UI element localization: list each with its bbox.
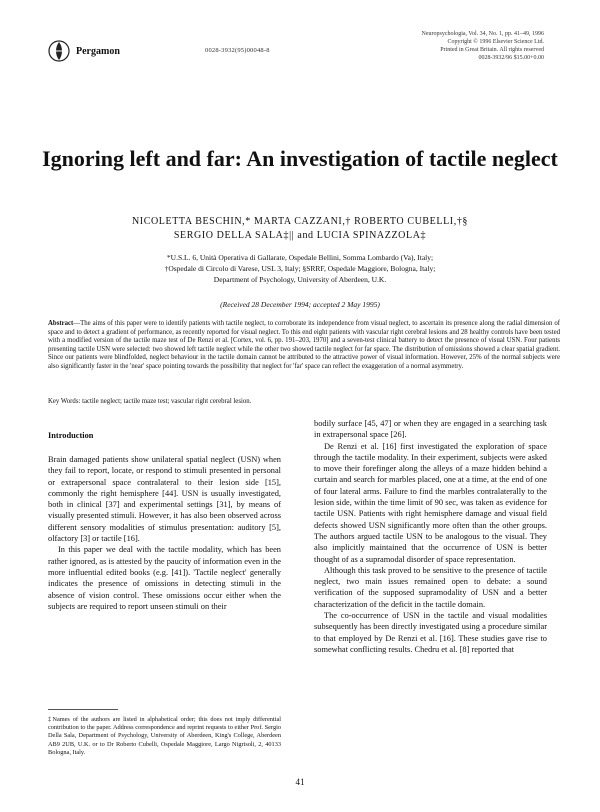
footnote: ‡Names of the authors are listed in alphabetical order; this does not imply differential contribution to the paper. Address correspondence and reprint requests to either Prof. Sergio Della Sala, Department of Psychology, University of Aberdeen, King's College, Aberdeen AB9 2UB, U.K. or to Dr Roberto Cubelli, Ospedale Maggiore, Largo Nigrisoli, 2, 40133 Bologna, Italy. xyxy=(48,716,281,756)
paper-title: Ignoring left and far: An investigation of tactile neglect xyxy=(42,146,558,171)
paragraph: De Renzi et al. [16] first investigated the exploration of space through the tactile modality. In their experiment, subjects were asked to move their forefinger along the alleys of a maze hidden behind a curtain and search for marbles placed, one at a time, at the end of one of four lateral arms. Failure to find the marbles contralaterally to the lesion side, within the time limit of 90 sec, was taken as evidence for tactile USN. Patients with right hemisphere damage and visual field defects showed USN significantly more often than the other groups. The authors argued tactile USN to be analogous to the visual. They also implicitly maintained that the occurrence of USN is better thought of as a supramodal disorder of space representation. xyxy=(314,441,547,564)
received-accepted-dates: (Received 28 December 1994; accepted 2 May 1995) xyxy=(220,300,380,309)
issn-code: 0028-3932(95)00048-8 xyxy=(205,47,270,54)
keywords xyxy=(48,398,560,405)
paragraph: bodily surface [45, 47] or when they are engaged in a searching task in extrapersonal space [26]. xyxy=(314,419,547,440)
affiliation-line: †Ospedale di Circolo di Varese, USL 3, Italy; §SRRF, Ospedale Maggiore, Bologna, Italy; xyxy=(164,264,436,273)
affiliation-line: *U.S.L. 6, Unità Operativa di Gallarate, Ospedale Bellini, Somma Lombardo (Va), Italy; xyxy=(166,253,434,262)
paragraph: The co-occurrence of USN in the tactile and visual modalities subsequently has been directly investigated using a procedure similar to that employed by De Renzi et al. [16]. These studies gave rise to somewhat conflicting results. Chedru et al. [8] reported that xyxy=(314,611,547,654)
left-column xyxy=(48,454,281,612)
affiliations xyxy=(70,252,530,285)
author-line: SERGIO DELLA SALA‡|| and LUCIA SPINAZZOLA‡ xyxy=(173,230,427,241)
keywords-text: tactile neglect; tactile maze test; vascular right cerebral lesion. xyxy=(80,398,252,405)
keywords-label: Key Words: xyxy=(48,398,81,405)
publisher-name: Pergamon xyxy=(76,45,120,57)
publisher-logo-icon xyxy=(48,38,70,64)
paragraph: Brain damaged patients show unilateral spatial neglect (USN) when they fail to report, locate, or respond to stimuli presented in personal or extrapersonal space contralateral to their lesion side [15], commonly the right hemisphere [44]. USN is usually investigated, both in clinical [37] and experimental settings [31], by means of visually presented stimuli. However, it has also been observed across different sensory modalities of stimulus presentation: auditory [5], olfactory [3] or tactile [16]. xyxy=(48,455,281,544)
journal-info-line: Copyright © 1996 Elsevier Science Ltd. xyxy=(447,39,544,45)
abstract-text: —The aims of this paper were to identify patients with tactile neglect, to corroborate its independence from visual neglect, to ascertain its presence along the radial dimension of space and to detect a gradient of performance, as recently reported for visual neglect. To this end eight patients with vascular right cerebral lesions and 28 healthy controls have been tested with a modified version of the tactile maze test of De Renzi et al. [Cortex, vol. 6, pp. 191–203, 1970] and a seven-test clinical battery to detect the presence of visual USN. Four patients presenting tactile USN were selected: two showed left tactile neglect while the other two showed tactile neglect for far space. The distribution of omissions showed a clear spatial gradient. Since our patients were blindfolded, neglect behaviour in the tactile domain cannot be attributed to the attractive power of visual information. However, 25% of the normal subjects were also significantly faster in the 'near' space pointing towards the possibility that neglect for 'far' space can reflect the exaggeration of a normal asymmetry. xyxy=(48,320,560,370)
page-number: 41 xyxy=(295,777,305,787)
author-list xyxy=(60,215,540,243)
publisher-block xyxy=(48,38,120,64)
footnote-divider xyxy=(48,709,118,710)
right-column xyxy=(314,418,547,655)
journal-info-line: Neuropsychologia, Vol. 34, No. 1, pp. 41–49, 1996 xyxy=(421,31,544,37)
author-line: NICOLETTA BESCHIN,* MARTA CAZZANI,† ROBERTO CUBELLI,†§ xyxy=(131,216,469,227)
paragraph: Although this task proved to be sensitive to the presence of tactile neglect, two main issues remained open to debate: a sound verification of the supposed supramodality of USN and a better characterization of the deficit in the tactile domain. xyxy=(314,565,547,609)
abstract-label: Abstract xyxy=(48,320,74,327)
journal-info-line: 0028-3932/96 $15.00+0.00 xyxy=(478,55,544,61)
affiliation-line: Department of Psychology, University of Aberdeen, U.K. xyxy=(213,275,387,284)
paragraph: In this paper we deal with the tactile modality, which has been rather ignored, as is attested by the paucity of information even in the more influential edited books (e.g. [41]). 'Tactile neglect' generally indicates the presence of omissions in detecting stimuli in the absence of vision control. These omissions occur either when the subjects are required to report unseen stimuli on their xyxy=(48,545,281,611)
journal-info-line: Printed in Great Britain. All rights reserved xyxy=(440,47,544,53)
journal-info xyxy=(422,30,544,62)
section-heading-introduction: Introduction xyxy=(48,431,94,440)
abstract xyxy=(48,320,560,371)
